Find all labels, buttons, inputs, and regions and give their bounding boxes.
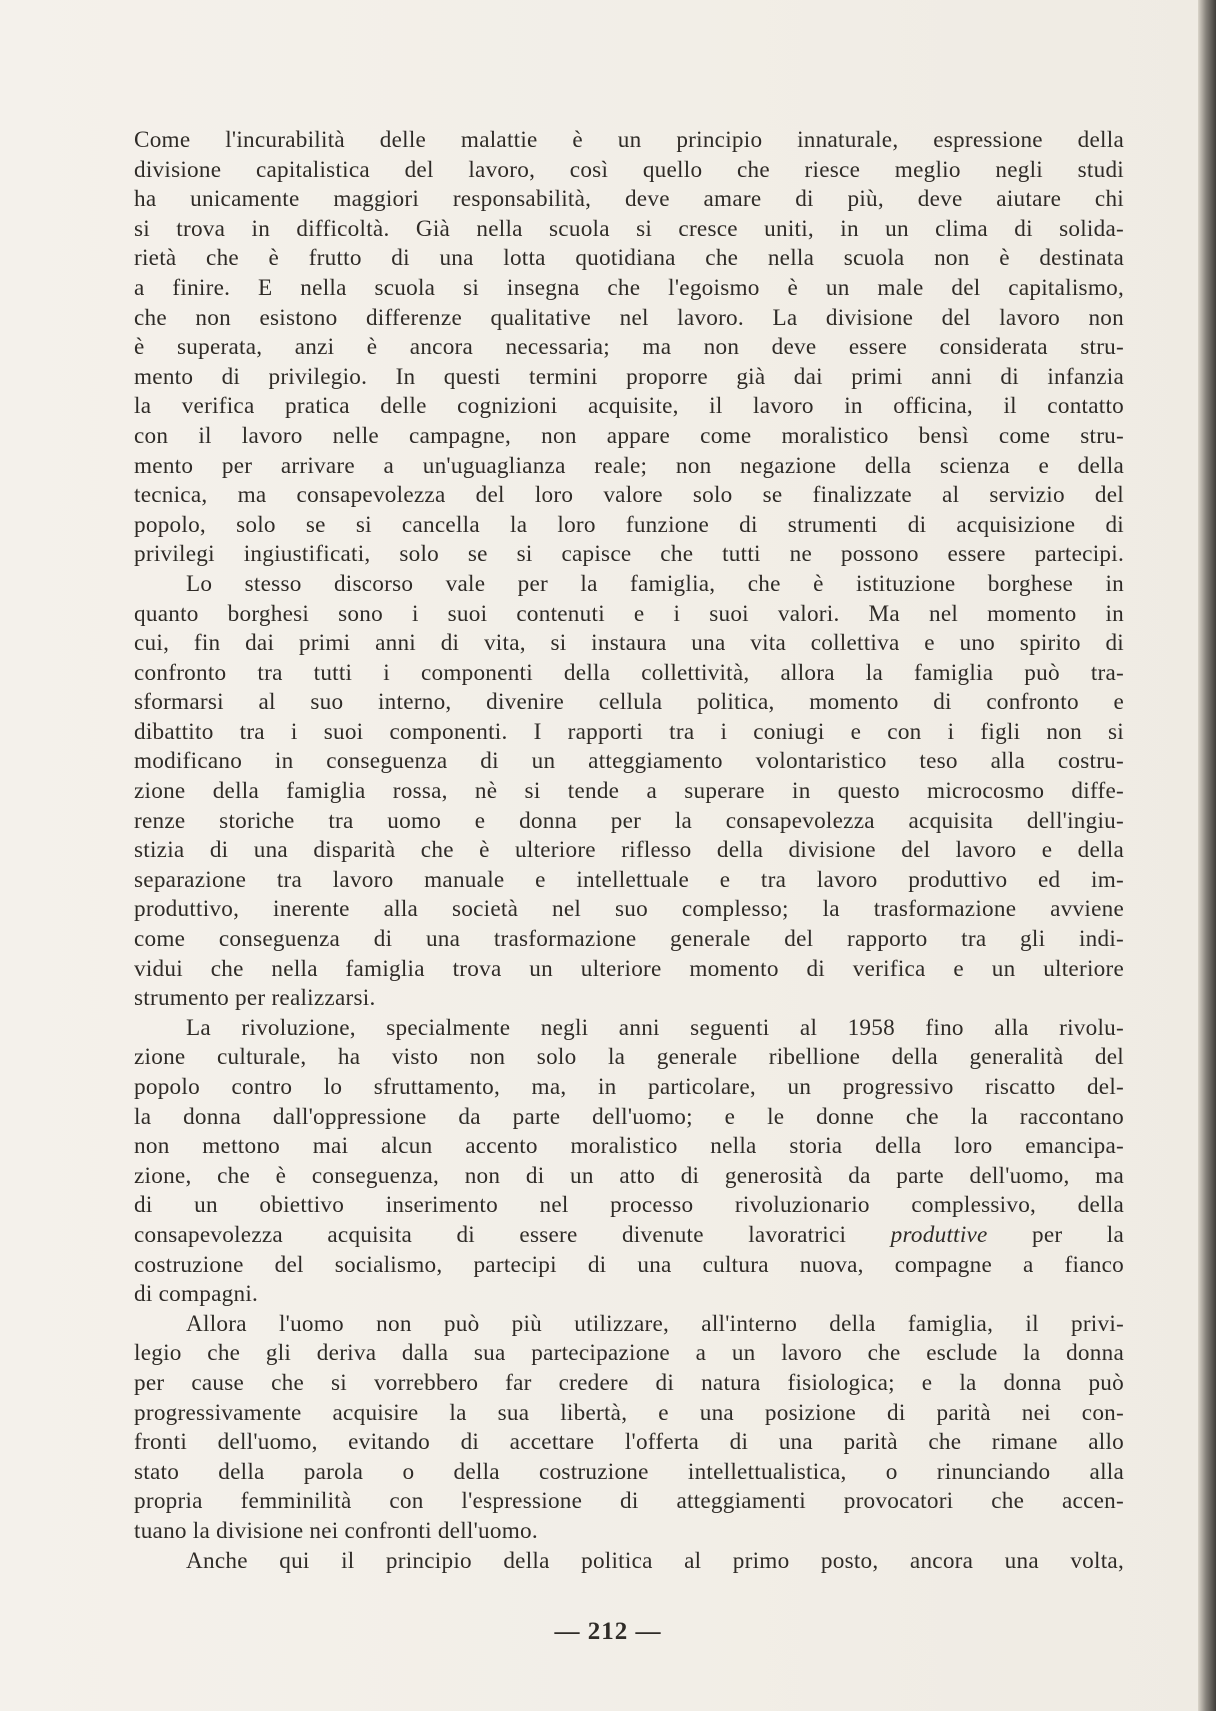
text-line: mento di privilegio. In questi termini proporre già dai primi anni di infanzia [134,363,1124,390]
paragraph-2 [134,570,1124,1014]
text-line: come conseguenza di una trasformazione generale del rapporto tra gli indi- [134,926,1124,953]
text-line: zione culturale, ha visto non solo la generale ribellione della generalità del [134,1044,1124,1071]
text-line: la verifica pratica delle cognizioni acquisite, il lavoro in officina, il contatto [134,393,1124,420]
page-edge-shadow [1198,0,1216,1711]
text-line: tuano la divisione nei confronti dell'uomo. [134,1517,538,1544]
text-line: strumento per realizzarsi. [134,985,376,1012]
text-line: stato della parola o della costruzione intellettualistica, o rinunciando alla [134,1458,1124,1485]
text-line: confronto tra tutti i componenti della collettività, allora la famiglia può tra- [134,659,1124,686]
text-line: Come l'incurabilità delle malattie è un principio innaturale, espressione della [134,127,1124,153]
paragraph-4 [134,1310,1124,1547]
text-line: mento per arrivare a un'uguaglianza reale; non negazione della scienza e della [134,452,1124,479]
text-line: con il lavoro nelle campagne, non appare come moralistico bensì come stru- [134,422,1124,449]
page-number: — 212 — [554,1618,662,1645]
text-line: vidui che nella famiglia trova un ulteriore momento di verifica e un ulteriore [134,955,1124,982]
paragraph-1 [134,126,1124,570]
text-line: stizia di una disparità che è ulteriore riflesso della divisione del lavoro e della [134,837,1124,864]
text-line: quanto borghesi sono i suoi contenuti e i suoi valori. Ma nel momento in [134,600,1124,627]
text-line: a finire. E nella scuola si insegna che l'egoismo è un male del capitalismo, [134,274,1124,301]
text-line: ha unicamente maggiori responsabilità, deve amare di più, deve aiutare chi [134,186,1124,213]
text-line: privilegi ingiustificati, solo se si capisce che tutti ne possono essere partecipi. [134,541,1124,568]
text-line: si trova in difficoltà. Già nella scuola si cresce uniti, in un clima di solida- [134,215,1124,242]
paragraph-3 [134,1014,1124,1310]
emphasized-word: produttive [890,1221,988,1248]
text-line: per cause che si vorrebbero far credere di natura fisiologica; e la donna può [134,1369,1124,1396]
text-line: fronti dell'uomo, evitando di accettare l'offerta di una parità che rimane allo [134,1429,1124,1456]
text-line: divisione capitalistica del lavoro, così quello che riesce meglio negli studi [134,156,1124,183]
text-line: renze storiche tra uomo e donna per la consapevolezza acquisita dell'ingiu- [134,807,1124,834]
text-line: di un obiettivo inserimento nel processo rivoluzionario complessivo, della [134,1192,1124,1219]
text-line: dibattito tra i suoi componenti. I rapporti tra i coniugi e con i figli non si [134,718,1124,745]
text-line: tecnica, ma consapevolezza del loro valore solo se finalizzate al servizio del [134,482,1124,509]
body-text [134,126,1124,1576]
paragraph-5 [134,1547,1124,1577]
text-line: popolo, solo se si cancella la loro funzione di strumenti di acquisizione di [134,511,1124,538]
text-line: sformarsi al suo interno, divenire cellula politica, momento di confronto e [134,689,1124,716]
text-line: Allora l'uomo non può più utilizzare, all'interno della famiglia, il privi- [186,1310,1124,1337]
text-line: che non esistono differenze qualitative nel lavoro. La divisione del lavoro non [134,304,1124,331]
text-line-with-emphasis [134,1221,1124,1251]
text-line: non mettono mai alcun accento moralistico nella storia della loro emancipa- [134,1133,1124,1160]
text-line: legio che gli deriva dalla sua partecipazione a un lavoro che esclude la donna [134,1340,1124,1367]
text-segment: per la [1032,1221,1125,1248]
text-line: progressivamente acquisire la sua libertà, e una posizione di parità nei con- [134,1399,1124,1426]
text-line: la donna dall'oppressione da parte dell'uomo; e le donne che la raccontano [134,1103,1124,1130]
text-line: produttivo, inerente alla società nel suo complesso; la trasformazione avviene [134,896,1124,923]
text-line: La rivoluzione, specialmente negli anni seguenti al 1958 fino alla rivolu- [186,1014,1124,1041]
text-line: separazione tra lavoro manuale e intellettuale e tra lavoro produttivo ed im- [134,866,1124,893]
text-line: propria femminilità con l'espressione di atteggiamenti provocatori che accen- [134,1488,1124,1515]
text-line: zione della famiglia rossa, nè si tende a superare in questo microcosmo diffe- [134,778,1124,805]
text-line: costruzione del socialismo, partecipi di una cultura nuova, compagne a fianco [134,1251,1124,1278]
text-line: Anche qui il principio della politica al primo posto, ancora una volta, [186,1547,1124,1574]
text-line: modificano in conseguenza di un atteggiamento volontaristico teso alla costru- [134,748,1124,775]
text-segment: consapevolezza acquisita di essere divenute lavoratrici [134,1221,847,1248]
text-line: è superata, anzi è ancora necessaria; ma non deve essere considerata stru- [134,334,1124,361]
text-line: rietà che è frutto di una lotta quotidiana che nella scuola non è destinata [134,245,1124,272]
text-line: Lo stesso discorso vale per la famiglia, che è istituzione borghese in [186,570,1124,597]
text-line: cui, fin dai primi anni di vita, si instaura una vita collettiva e uno spirito di [134,630,1124,657]
text-line: popolo contro lo sfruttamento, ma, in particolare, un progressivo riscatto del- [134,1074,1124,1100]
text-line: zione, che è conseguenza, non di un atto di generosità da parte dell'uomo, ma [134,1162,1124,1189]
text-line: di compagni. [134,1281,259,1308]
